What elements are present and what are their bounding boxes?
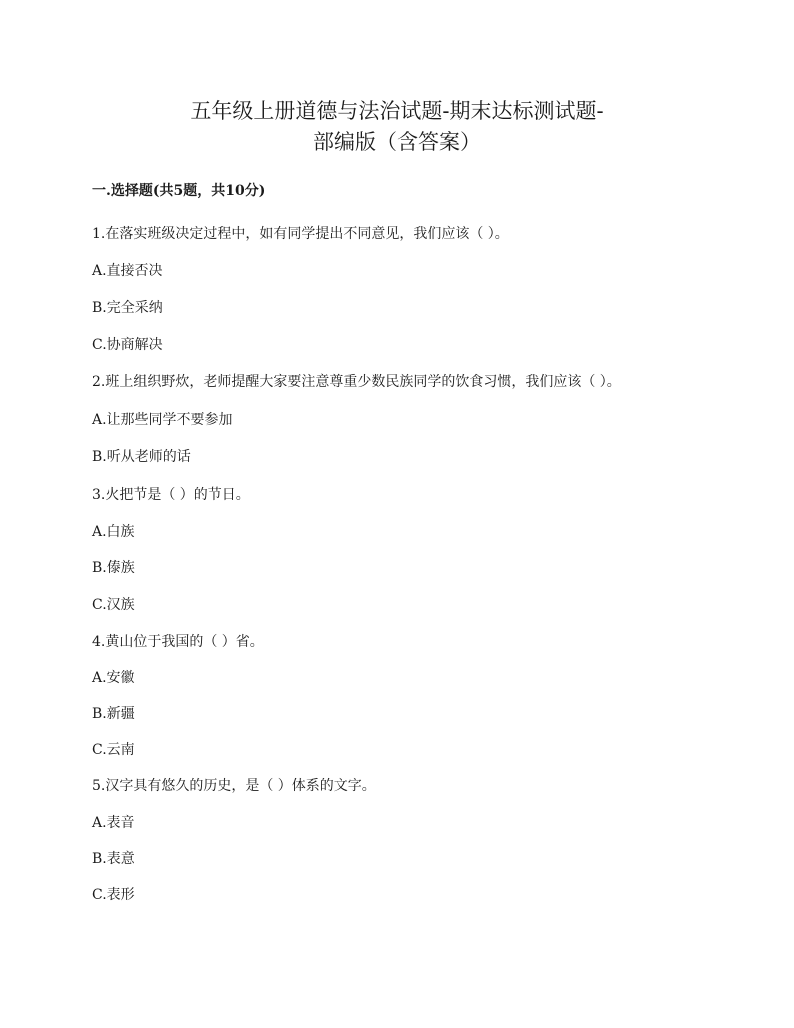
question-5-stem: 5.汉字具有悠久的历史，是（ ）体系的文字。: [92, 778, 376, 794]
question-1-option-b: B.完全采纳: [92, 300, 163, 316]
title-line-2: 部编版（含答案）: [313, 130, 481, 154]
page-title: [0, 96, 794, 158]
question-2-option-b: B.听从老师的话: [92, 449, 191, 465]
question-4-option-c: C.云南: [92, 742, 135, 758]
question-3-option-a: A.白族: [92, 524, 135, 540]
question-4-stem: 4.黄山位于我国的（ ）省。: [92, 634, 264, 650]
question-1-option-a: A.直接否决: [92, 263, 163, 279]
question-5-option-b: B.表意: [92, 851, 135, 867]
question-4-option-a: A.安徽: [92, 670, 135, 686]
question-5-option-a: A.表音: [92, 815, 135, 831]
section-heading: 一.选择题(共5题，共10分): [92, 183, 266, 199]
title-line-1: 五年级上册道德与法治试题-期末达标测试题-: [190, 99, 604, 123]
question-1-stem: 1.在落实班级决定过程中，如有同学提出不同意见，我们应该（ ）。: [92, 226, 509, 242]
question-5-option-c: C.表形: [92, 887, 135, 903]
question-1-option-c: C.协商解决: [92, 337, 163, 353]
question-4-option-b: B.新疆: [92, 706, 135, 722]
question-3-stem: 3.火把节是（ ）的节日。: [92, 487, 250, 503]
question-2-option-a: A.让那些同学不要参加: [92, 412, 233, 428]
question-2-stem: 2.班上组织野炊，老师提醒大家要注意尊重少数民族同学的饮食习惯，我们应该（ ）。: [92, 374, 621, 390]
question-3-option-c: C.汉族: [92, 597, 135, 613]
question-3-option-b: B.傣族: [92, 560, 135, 576]
